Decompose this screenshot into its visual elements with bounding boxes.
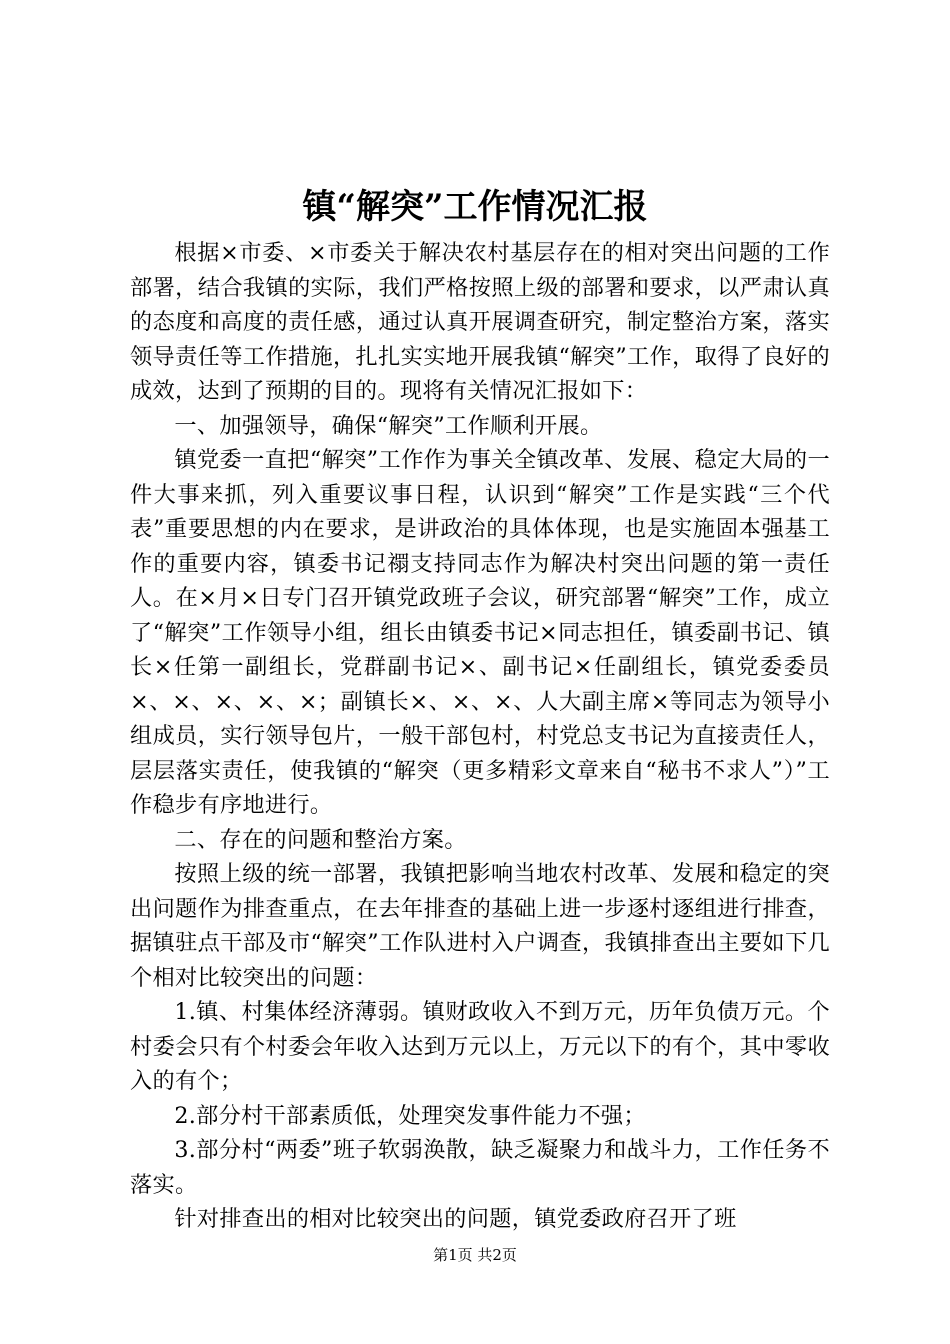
section-heading: 一、加强领导，确保“解突”工作顺利开展。: [174, 412, 603, 439]
paragraph: 按照上级的统一部署，我镇把影响当地农村改革、发展和稳定的突出问题作为排查重点，在去年排查的基础上进一步逐村逐组进行排查，据镇驻点干部及市“解突”工作队进村入户调查，我镇排查出主要如下几个相对比较突出的问题：: [130, 861, 830, 991]
document-body: [130, 236, 830, 1237]
paragraph: 镇党委一直把“解突”工作作为事关全镇改革、发展、稳定大局的一件大事来抓，列入重要议事日程，认识到“解突”工作是实践“三个代表”重要思想的内在要求，是讲政治的具体体现，也是实施固本强基工作的重要内容，镇委书记禤支持同志作为解决村突出问题的第一责任人。在×月×日专门召开镇党政班子会议，研究部署“解突”工作，成立了“解突”工作领导小组，组长由镇委书记×同志担任，镇委副书记、镇长×任第一副组长，党群副书记×、副书记×任副组长，镇党委委员×、×、×、×、×；副镇长×、×、×、人大副主席×等同志为领导小组成员，实行领导包片，一般干部包村，村党总支书记为直接责任人，层层落实责任，使我镇的“解突（更多精彩文章来自“秘书不求人”）”工作稳步有序地进行。: [130, 447, 830, 818]
list-item: 1.镇、村集体经济薄弱。镇财政收入不到万元，历年负债万元。个村委会只有个村委会年收入达到万元以上，万元以下的有个，其中零收入的有个；: [130, 999, 830, 1094]
page-number: 第1页 共2页: [433, 1246, 517, 1264]
list-item: 2.部分村干部素质低，处理突发事件能力不强；: [174, 1102, 646, 1129]
list-item: 3.部分村“两委”班子软弱涣散，缺乏凝聚力和战斗力，工作任务不落实。: [130, 1137, 830, 1198]
document-title: 镇“解突”工作情况汇报: [302, 187, 648, 227]
section-heading: 二、存在的问题和整治方案。: [174, 826, 467, 853]
paragraph: 根据×市委、×市委关于解决农村基层存在的相对突出问题的工作部署，结合我镇的实际，我们严格按照上级的部署和要求，以严肃认真的态度和高度的责任感，通过认真开展调查研究，制定整治方案，落实领导责任等工作措施，扎扎实实地开展我镇“解突”工作，取得了良好的成效，达到了预期的目的。现将有关情况汇报如下：: [130, 240, 830, 404]
paragraph: 针对排查出的相对比较突出的问题，镇党委政府召开了班: [174, 1206, 737, 1232]
